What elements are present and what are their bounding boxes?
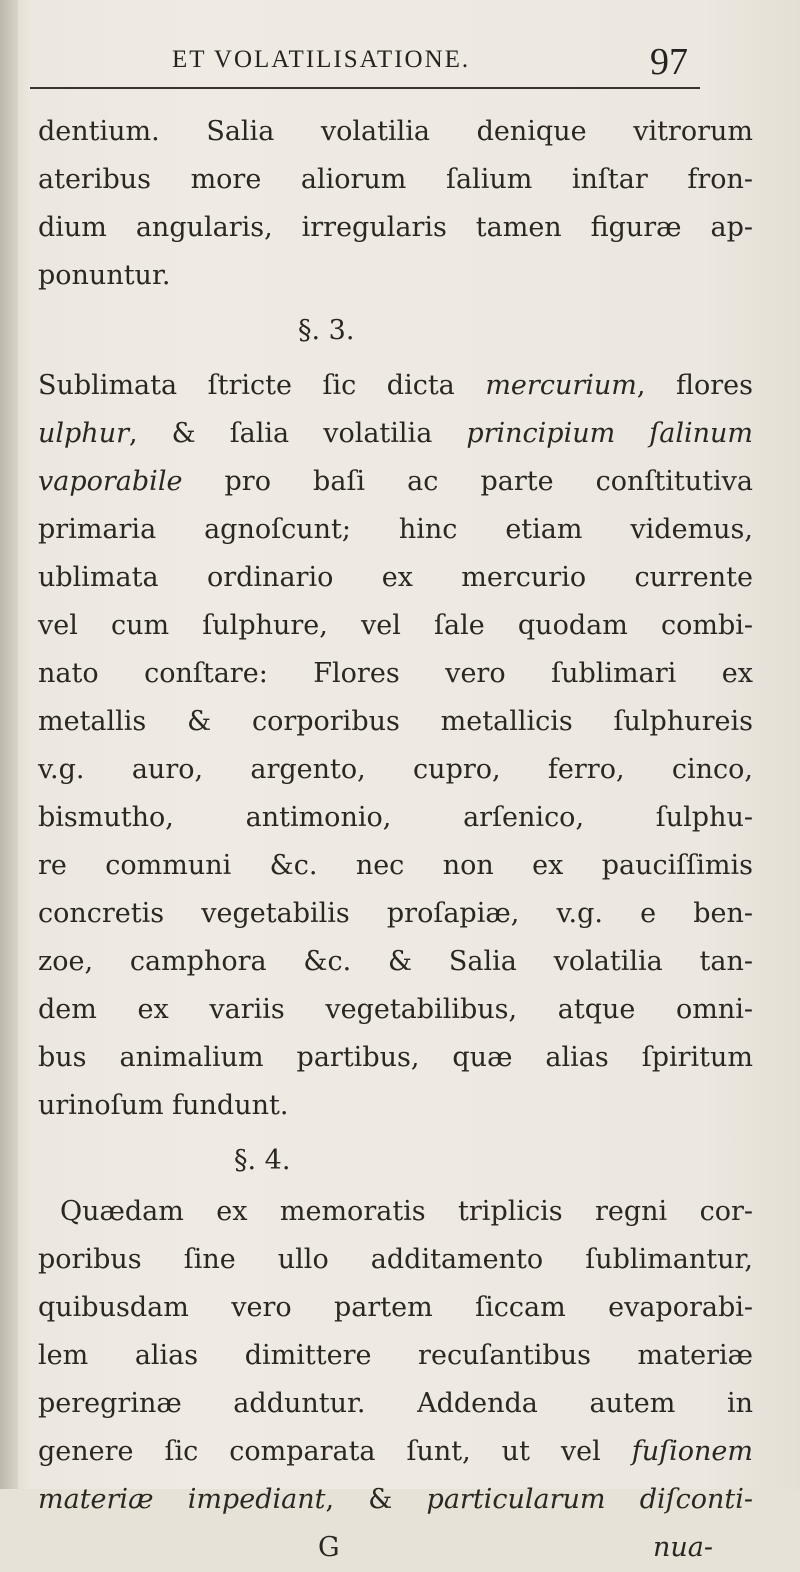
text-line: zoe, camphora &c. & Salia volatilia tan-	[38, 946, 753, 977]
section-heading-3: §. 3.	[298, 315, 355, 346]
text-line: nato conſtare: Flores vero ſublimari ex	[38, 658, 753, 689]
italic-term: mercurium	[485, 370, 637, 401]
text-line: vel cum ſulphure, vel ſale quodam combi-	[38, 610, 753, 641]
signature-mark: G	[318, 1532, 340, 1563]
text-line: v.g. auro, argento, cupro, ferro, cinco,	[38, 754, 753, 785]
text-line: quibusdam vero partem ſiccam evaporabi-	[38, 1292, 753, 1323]
text-line: lem alias dimittere recuſantibus materiæ	[38, 1340, 753, 1371]
text-span: , & ſalia volatilia	[129, 418, 467, 449]
italic-term: vaporabile	[38, 466, 183, 497]
text-line: bus animalium partibus, quæ alias ſpiritum	[38, 1042, 753, 1073]
page-number: 97	[650, 41, 688, 83]
paragraph-1	[38, 108, 753, 300]
text-span: , flores	[636, 370, 754, 401]
italic-term: particularum diſconti-	[426, 1484, 753, 1515]
italic-term: materiæ impediant	[38, 1484, 326, 1515]
text-line: dium angularis, irregularis tamen figuræ ap-	[38, 212, 753, 243]
text-line: peregrinæ adduntur. Addenda autem in	[38, 1388, 753, 1419]
text-line: Quædam ex memoratis triplicis regni cor-	[60, 1196, 753, 1227]
running-title: ET VOLATILISATIONE.	[172, 46, 471, 73]
text-line	[38, 410, 753, 458]
text-line: poribus ſine ullo additamento ſublimantur,	[38, 1244, 753, 1275]
text-line	[38, 1428, 753, 1476]
text-line	[38, 1476, 753, 1524]
header-rule	[30, 87, 700, 89]
text-line: primaria agnoſcunt; hinc etiam videmus,	[38, 514, 753, 545]
text-line: re communi &c. nec non ex pauciſſimis	[38, 850, 753, 881]
text-line: urinoſum fundunt.	[38, 1090, 289, 1121]
text-line: dentium. Salia volatilia denique vitrorum	[38, 116, 753, 147]
text-line: dem ex variis vegetabilibus, atque omni-	[38, 994, 753, 1025]
catchword: nua-	[653, 1532, 713, 1563]
text-span: genere ſic comparata ſunt, ut vel	[38, 1436, 632, 1467]
italic-term: ulphur	[38, 418, 129, 449]
text-line: metallis & corporibus metallicis ſulphureis	[38, 706, 753, 737]
italic-term: fuſionem	[631, 1436, 753, 1467]
text-span: , &	[325, 1484, 427, 1515]
italic-term: principium ſalinum	[466, 418, 753, 449]
text-line: ateribus more aliorum ſalium inſtar fron-	[38, 164, 753, 195]
text-span: Sublimata ſtricte ſic dicta	[38, 370, 486, 401]
section-heading-4: §. 4.	[234, 1145, 291, 1176]
paragraph-3	[38, 1188, 753, 1524]
text-line: ublimata ordinario ex mercurio currente	[38, 562, 753, 593]
page-footer	[38, 1524, 753, 1572]
binding-gutter	[0, 0, 18, 1489]
text-line: bismutho, antimonio, arſenico, ſulphu-	[38, 802, 753, 833]
page-body	[38, 108, 753, 1572]
text-line: ponuntur.	[38, 260, 171, 291]
page-header	[0, 40, 800, 88]
text-line: concretis vegetabilis proſapiæ, v.g. e ben-	[38, 898, 753, 929]
text-span: pro baſi ac parte conſtitutiva	[182, 466, 753, 497]
paragraph-2	[38, 362, 753, 1130]
text-line	[38, 458, 753, 506]
text-line	[38, 362, 753, 410]
